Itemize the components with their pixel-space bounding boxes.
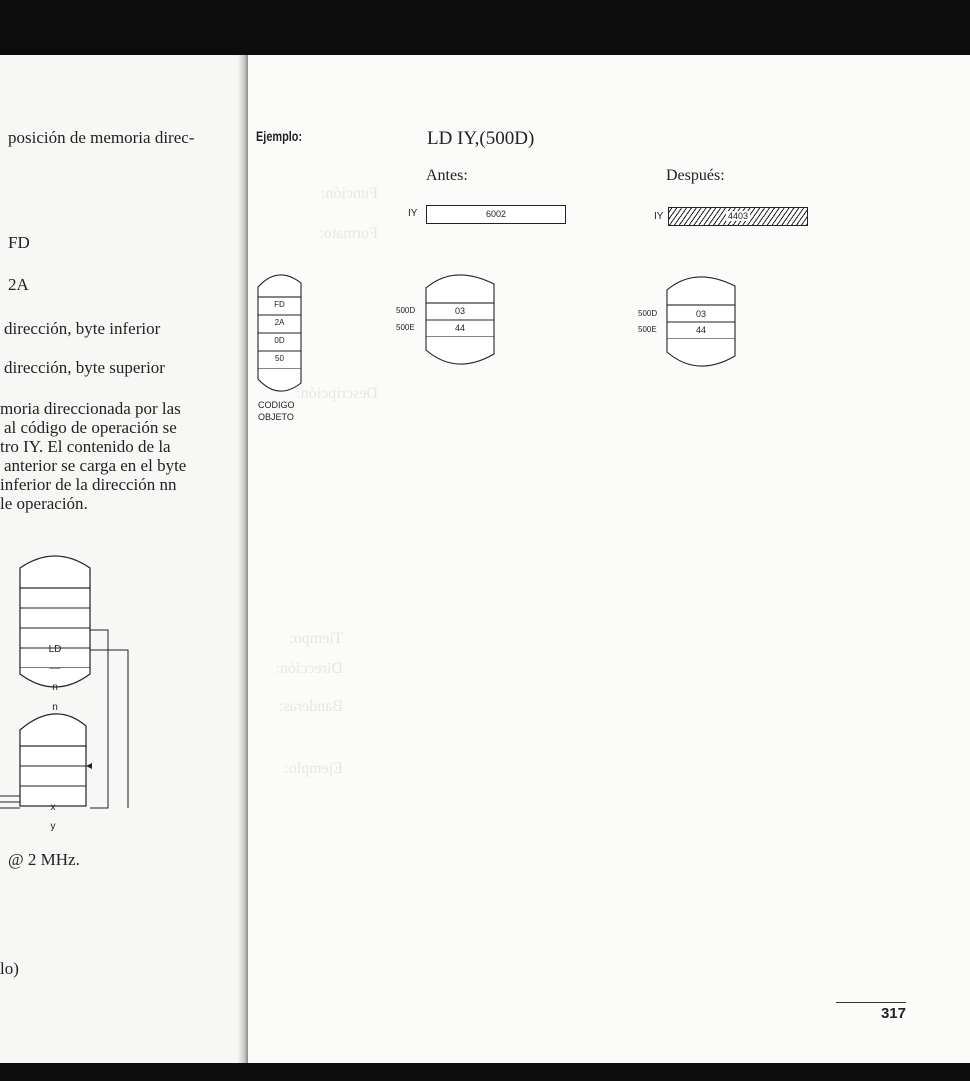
memory-cell: x — [50, 802, 56, 813]
register-label: IY — [654, 211, 664, 222]
memory-address: 500D — [638, 309, 658, 318]
bleed-through-text: Ejemplo: — [284, 760, 343, 777]
text-line: @ 2 MHz. — [8, 850, 80, 869]
object-code-caption: CODIGO — [258, 400, 295, 410]
register-box: 6002 — [426, 205, 566, 224]
memory-cell: — — [49, 662, 61, 674]
text-line: 2A — [8, 275, 29, 294]
bleed-through-text: Tiempo: — [289, 630, 343, 647]
memory-address: 500D — [396, 306, 416, 315]
memory-cell: y — [50, 821, 56, 832]
left-page — [0, 55, 244, 1063]
instruction-title: LD IY,(500D) — [427, 128, 535, 149]
bleed-through-text: Función: — [321, 185, 378, 202]
memory-cell: n — [52, 682, 58, 693]
memory-address: 500E — [396, 323, 415, 332]
text-line: le operación. — [0, 494, 88, 513]
text-line: al código de operación se — [4, 418, 177, 437]
text-line: dirección, byte superior — [4, 358, 165, 377]
after-heading: Después: — [666, 167, 725, 184]
memory-stack-before — [424, 270, 500, 370]
text-line: tro IY. El contenido de la — [0, 437, 171, 456]
text-line: moria direccionada por las — [0, 399, 181, 418]
page-number: 317 — [880, 1005, 906, 1022]
before-heading: Antes: — [426, 167, 468, 184]
object-code-cell: 2A — [274, 318, 285, 327]
right-page — [248, 55, 970, 1063]
text-line: posición de memoria direc- — [8, 128, 195, 147]
memory-cell: 03 — [454, 306, 465, 316]
example-label: Ejemplo: — [256, 128, 303, 144]
object-code-cell: 0D — [274, 336, 285, 345]
bleed-through-text: Formato: — [319, 225, 378, 242]
text-line: anterior se carga en el byte — [4, 456, 187, 475]
register-label: IY — [408, 208, 418, 219]
object-code-diagram — [253, 267, 308, 399]
object-code-cell: 50 — [275, 354, 284, 363]
register-value: 4403 — [727, 211, 749, 221]
bleed-through-text: Banderas: — [279, 698, 343, 715]
memory-cell: LD — [48, 644, 62, 655]
memory-cell: 03 — [695, 309, 706, 319]
object-code-cell: FD — [274, 300, 285, 309]
text-line: FD — [8, 233, 30, 252]
bleed-through-text: Dirección: — [275, 660, 343, 677]
text-line: inferior de la dirección nn — [0, 475, 177, 494]
footer-rule — [836, 1002, 906, 1003]
bleed-through-text: Descripción: — [296, 385, 378, 402]
memory-address: 500E — [638, 325, 657, 334]
memory-cell: 44 — [454, 323, 465, 333]
memory-cell: 44 — [695, 325, 706, 335]
memory-stack-after — [665, 272, 741, 372]
memory-cell: n — [52, 702, 58, 713]
text-line: lo) — [0, 959, 19, 978]
register-box-hatched — [668, 207, 808, 226]
object-code-caption: OBJETO — [258, 412, 294, 422]
text-line: dirección, byte inferior — [4, 319, 161, 338]
